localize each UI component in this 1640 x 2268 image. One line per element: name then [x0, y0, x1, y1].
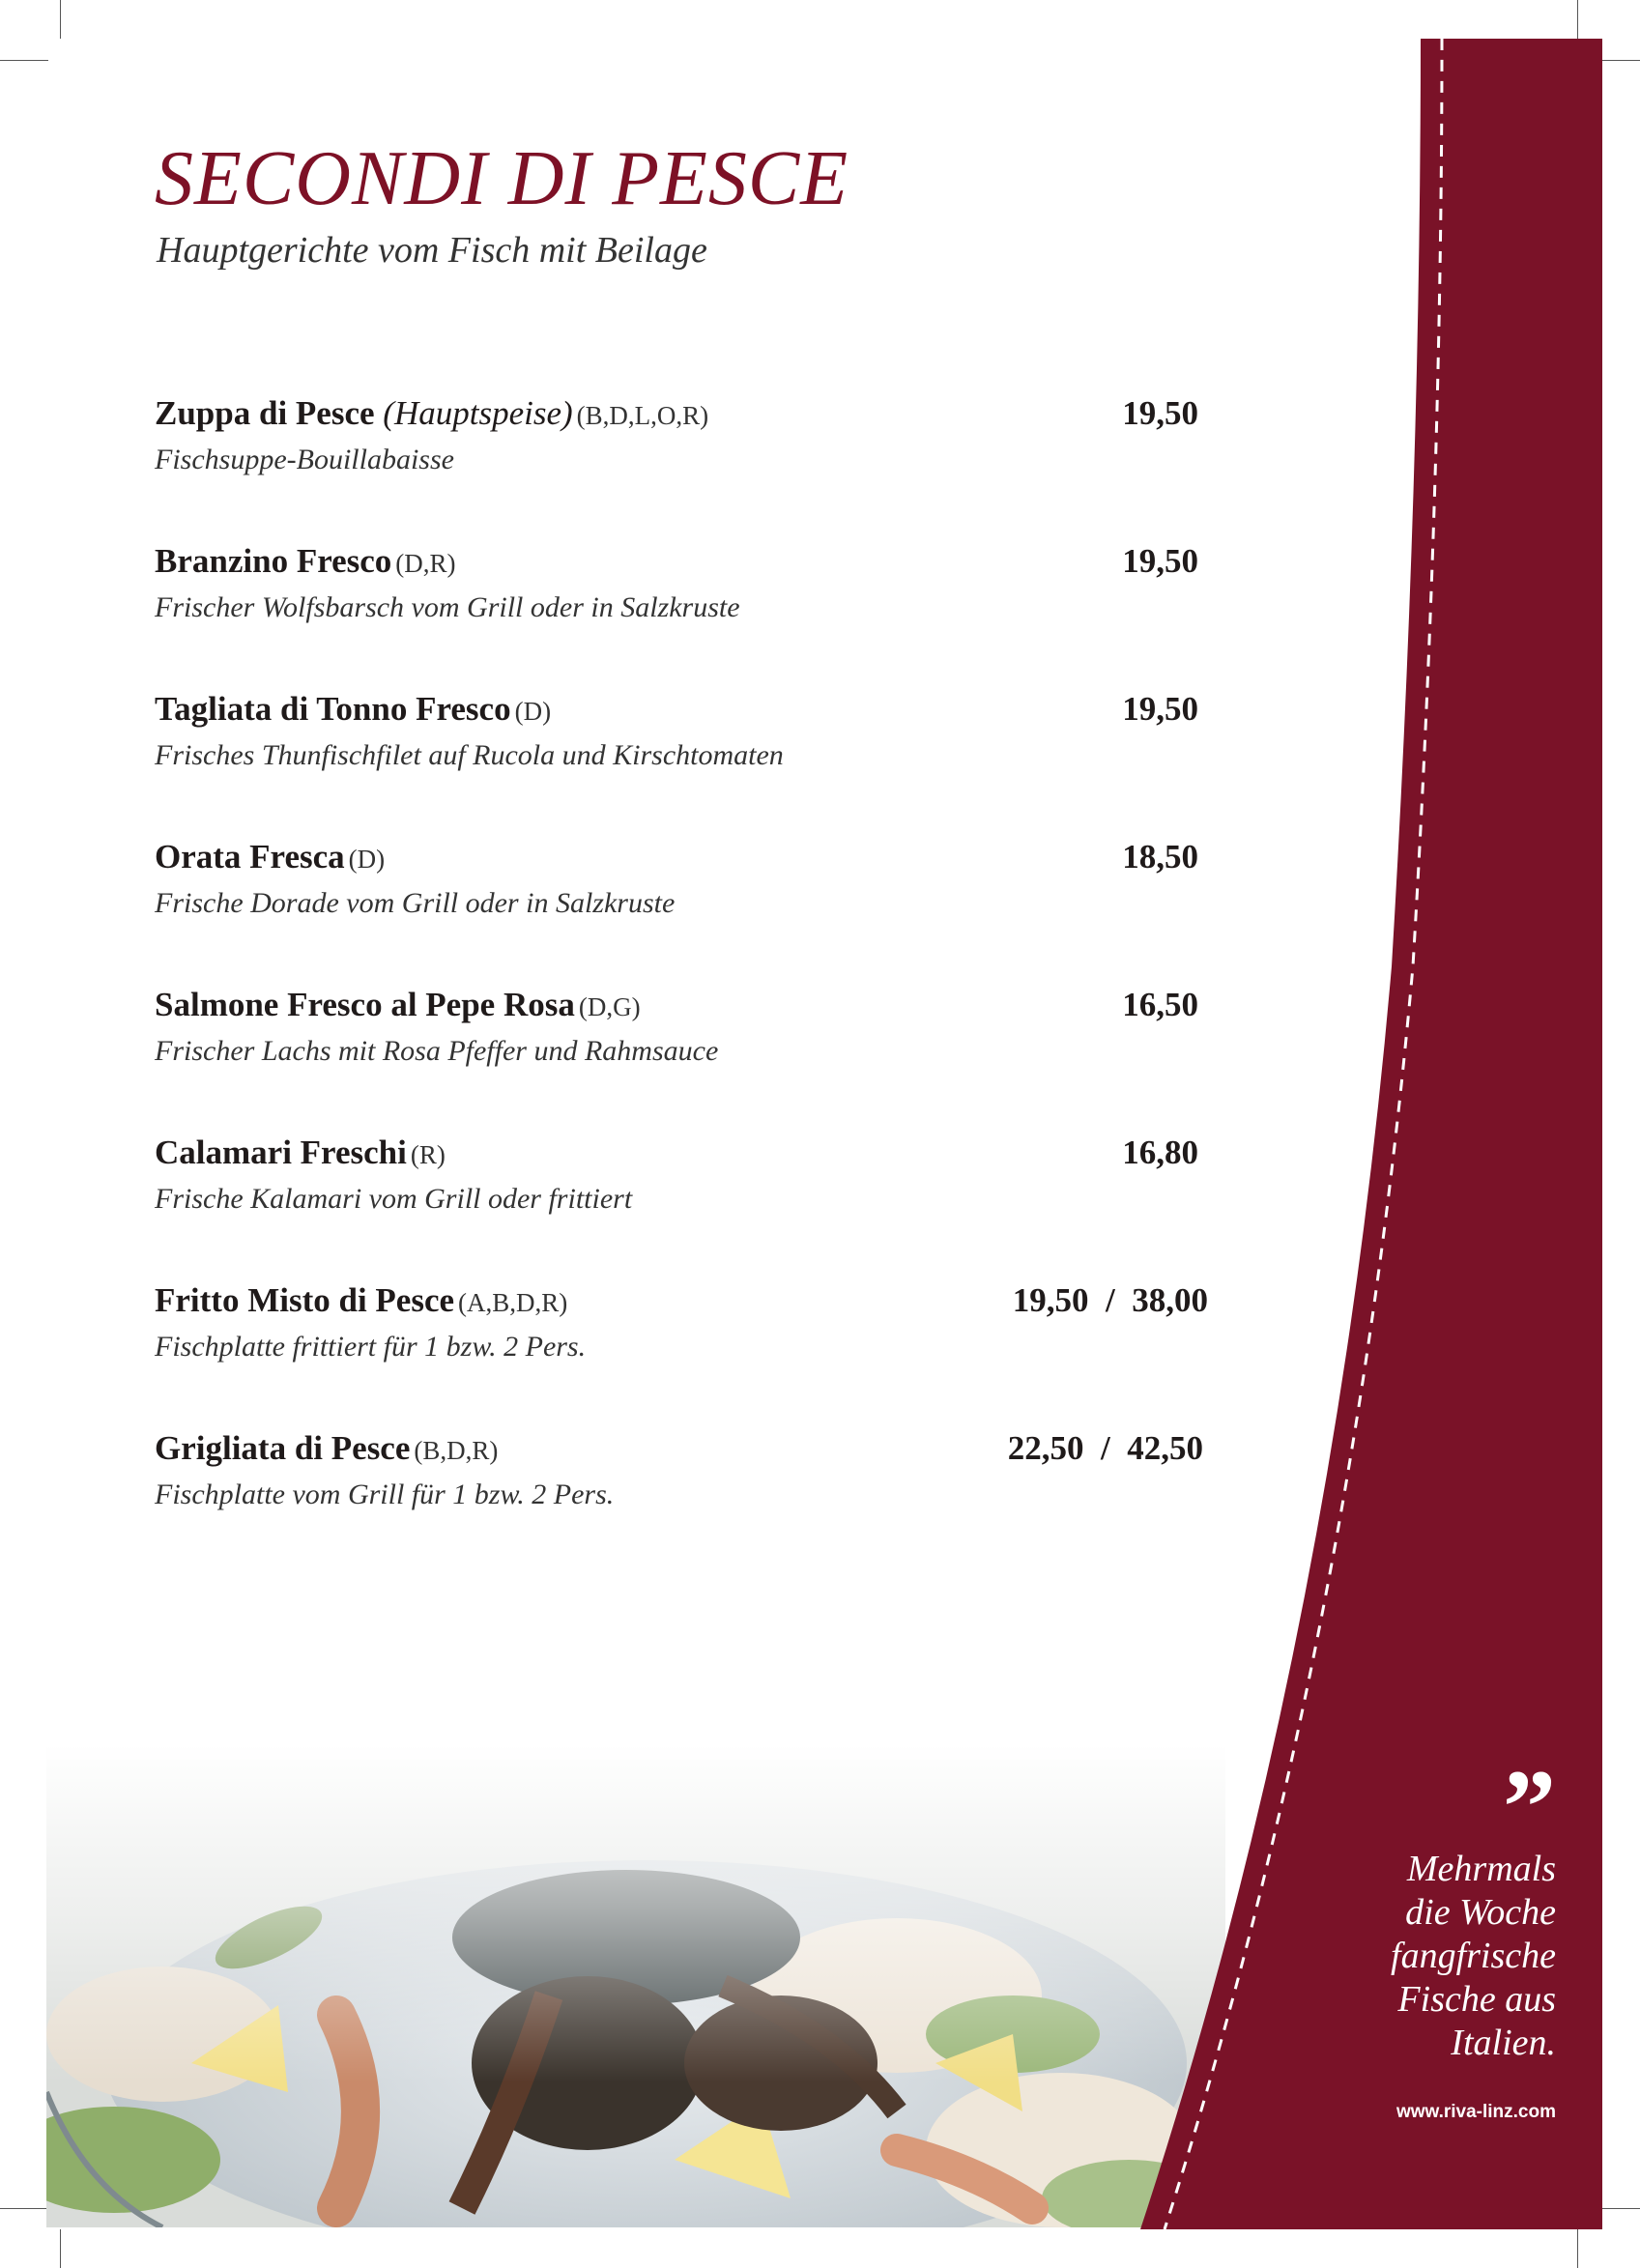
- dish-allergens: (D): [514, 697, 552, 726]
- quote-text: Mehrmals die Woche fangfrische Fische aus Italien.: [1391, 1849, 1556, 2063]
- dish-name: Grigliata di Pesce (B,D,R): [155, 1429, 499, 1467]
- dish-name: Branzino Fresco (D,R): [155, 542, 456, 580]
- dish-allergens: (R): [410, 1140, 446, 1169]
- page-subtitle: Hauptgerichte vom Fisch mit Beilage: [157, 230, 707, 271]
- dish-description: Frischer Lachs mit Rosa Pfeffer und Rahmsauce: [155, 1035, 719, 1067]
- sidebar-quote: [1334, 1748, 1556, 2065]
- dish-price: 19,50: [1122, 542, 1198, 580]
- quote-icon: ”: [1503, 1748, 1556, 1866]
- dish-name: Fritto Misto di Pesce (A,B,D,R): [155, 1281, 568, 1319]
- dish-description: Fischsuppe-Bouillabaisse: [155, 444, 454, 475]
- menu-item: [155, 982, 1198, 1130]
- dish-name: Salmone Fresco al Pepe Rosa (D,G): [155, 986, 641, 1023]
- website-link[interactable]: www.riva-linz.com: [1395, 2102, 1556, 2122]
- dish-description: Fischplatte vom Grill für 1 bzw. 2 Pers.: [155, 1479, 615, 1510]
- dish-allergens: (D,R): [395, 549, 456, 578]
- dish-description: Frisches Thunfischfilet auf Rucola und Kirschtomaten: [155, 739, 784, 771]
- dish-allergens: (B,D,R): [414, 1436, 499, 1465]
- dish-note: (Hauptspeise): [383, 394, 573, 432]
- dish-allergens: (B,D,L,O,R): [576, 401, 709, 430]
- dish-price: 18,50: [1122, 838, 1198, 876]
- dish-price: 19,50 / 38,00: [1012, 1281, 1208, 1319]
- page-title: SECONDI DI PESCE: [155, 136, 849, 221]
- menu-item: [155, 1278, 1208, 1425]
- menu-item: [155, 686, 1198, 834]
- dish-price: 22,50 / 42,50: [1007, 1429, 1203, 1467]
- menu-item: [155, 538, 1198, 686]
- dish-description: Fischplatte frittiert für 1 bzw. 2 Pers.: [155, 1331, 587, 1363]
- dish-allergens: (D,G): [578, 992, 641, 1021]
- dish-name: Zuppa di Pesce (Hauptspeise) (B,D,L,O,R): [155, 394, 709, 432]
- dish-allergens: (A,B,D,R): [458, 1288, 568, 1317]
- dish-description: Frische Kalamari vom Grill oder frittiert: [155, 1183, 633, 1215]
- dish-price: 19,50: [1122, 394, 1198, 432]
- menu-item: [155, 1425, 1203, 1573]
- dish-price: 19,50: [1122, 690, 1198, 728]
- dish-name: Orata Fresca (D): [155, 838, 386, 876]
- dish-allergens: (D): [348, 845, 386, 874]
- dish-price: 16,80: [1122, 1134, 1198, 1171]
- dish-price: 16,50: [1122, 986, 1198, 1023]
- dish-description: Frischer Wolfsbarsch vom Grill oder in Salzkruste: [155, 591, 740, 623]
- menu-item: [155, 1130, 1198, 1278]
- menu-list: [155, 390, 1208, 1573]
- menu-item: [155, 390, 1198, 538]
- menu-item: [155, 834, 1198, 982]
- dish-name: Calamari Freschi (R): [155, 1134, 446, 1171]
- dish-description: Frische Dorade vom Grill oder in Salzkruste: [155, 887, 676, 919]
- dish-name: Tagliata di Tonno Fresco (D): [155, 690, 552, 728]
